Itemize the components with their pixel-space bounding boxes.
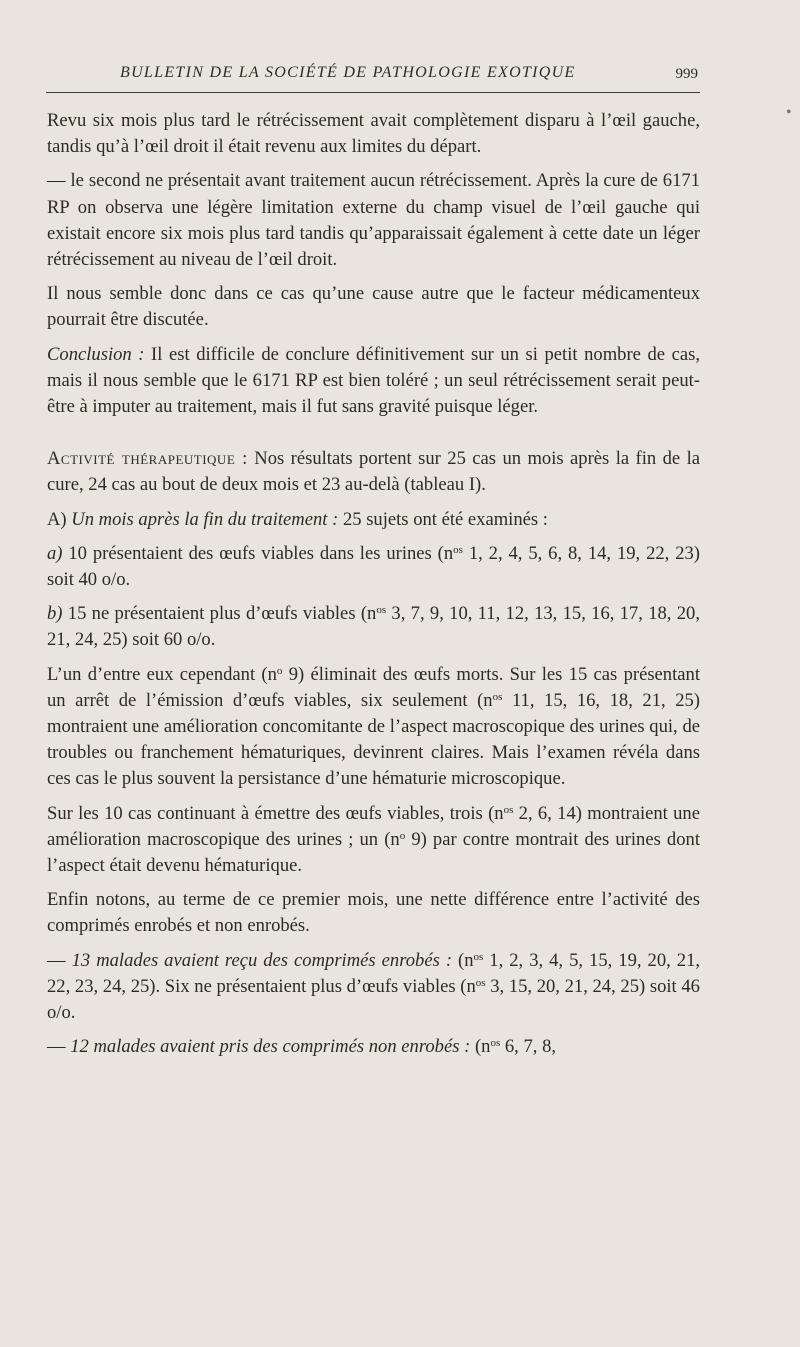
superscript: os [490,1037,501,1050]
text-run: 1, 2, 4, 5, 6, 8, 14, 19, 22, 23) soit 40 o/o. [47,542,700,591]
therapeutic-activity-text: Nos résultats portent sur 25 cas un mois après la fin de la cure, 24 cas au bout de deux mois et 23 au-delà (tableau I). [47,448,701,496]
superscript: os [475,976,486,989]
text-run: 3, 15, 20, 21, 24, 25) soit 46 o/o. [47,975,700,1024]
margin-mark: • [786,104,792,121]
subsection-title: Un mois après la fin du traitement : [71,508,339,530]
body-text [47,108,700,1069]
paragraph-item-b [47,601,700,653]
subsection-text: 25 sujets ont été examinés : [338,508,548,530]
paragraph-subsection-a [47,507,700,533]
superscript: o [399,829,406,842]
text-run: 3, 7, 9, 10, 11, 12, 13, 15, 16, 17, 18, 20, 21, 24, 25) soit 60 o/o. [47,603,700,651]
paragraph-9 [47,662,700,793]
page-number: 999 [675,66,698,82]
text-run: 15 ne présentaient plus d’œufs viables (n [62,603,377,625]
running-header [46,62,700,93]
paragraph-11: Enfin notons, au terme de ce premier mois, une nette différence entre l’activité des comprimés enrobés et non enrobés. [47,889,700,937]
superscript: os [503,803,514,816]
superscript: os [453,543,463,556]
conclusion-heading: Conclusion : [47,343,145,365]
paragraph-3: Il nous semble donc dans ce cas qu’une cause autre que le facteur médicamenteux pourrait être discutée. [47,283,700,331]
text-run: Sur les 10 cas continuant à émettre des œufs viables, trois (n [47,802,504,824]
text-run: 10 présentaient des œufs viables dans les urines (n [62,542,454,564]
paragraph-10 [47,801,700,880]
dash: — [47,949,72,971]
superscript: o [276,664,283,677]
item-letter: a) [47,542,63,564]
section-heading: Activité thérapeutique : [47,448,248,470]
dash: — [47,1036,71,1058]
text-run: 2, 6, 14) montraient une amélioration macroscopique des urines ; un (n [47,802,700,850]
coated-tablets-lead: 13 malades avaient reçu des comprimés enrobés : [71,949,453,971]
superscript: os [473,950,484,963]
paragraph-uncoated-tablets [47,1034,700,1060]
paragraph-item-a [47,541,700,593]
superscript: os [492,690,503,703]
text-run: L’un d’entre eux cependant (n [47,663,277,685]
text-run: 9) par contre montrait des urines dont l’aspect était devenu hématurique. [47,828,700,877]
paragraph-1: Revu six mois plus tard le rétrécissement avait complètement disparu à l’œil gauche, tandis qu’à l’œil droit il était revenu aux limites du départ. [47,110,700,158]
running-title: BULLETIN DE LA SOCIÉTÉ DE PATHOLOGIE EXOTIQUE [120,64,576,81]
text-run: 11, 15, 16, 18, 21, 25) montraient une amélioration concomitante de l’aspect macroscopique des urines qui, de troubles ou franchement hématuriques, devinrent claires. Mais l’examen révéla dans ces cas le plus souvent la persistance d’une hématurie microscopique. [47,689,700,790]
superscript: os [376,604,387,617]
paragraph-coated-tablets [47,948,700,1027]
uncoated-tablets-lead: 12 malades avaient pris des comprimés non enrobés : [70,1036,471,1058]
text-run: 6, 7, 8, [500,1036,557,1058]
item-letter: b) [47,603,63,625]
paragraph-2: — le second ne présentait avant traitement aucun rétrécissement. Après la cure de 6171 RP on observa une légère limitation externe du champ visuel de l’œil gauche qui existait encore six mois plus tard tandis qu’apparaissait également à cette date un léger rétrécissement au niveau de l’œil droit. [47,170,700,271]
text-run: 9) éliminait des œufs morts. Sur les 15 cas présentant un arrêt de l’émission d’œufs viables, six seulement (n [47,663,700,711]
text-run: (n [470,1036,491,1058]
conclusion-text: Il est difficile de conclure définitivement sur un si petit nombre de cas, mais il nous semble que le 6171 RP est bien toléré ; un seul rétrécissement serait peut-être à imputer au traitement, mais il fut sans gravité puisque léger. [47,343,700,418]
paragraph-therapeutic-activity [47,446,700,498]
subsection-letter: A) [47,508,72,530]
text-run: (n [452,949,474,971]
text-run: 1, 2, 3, 4, 5, 15, 19, 20, 21, 22, 23, 24, 25). Six ne présentaient plus d’œufs viables (n [47,949,701,997]
paragraph-conclusion [47,342,700,421]
